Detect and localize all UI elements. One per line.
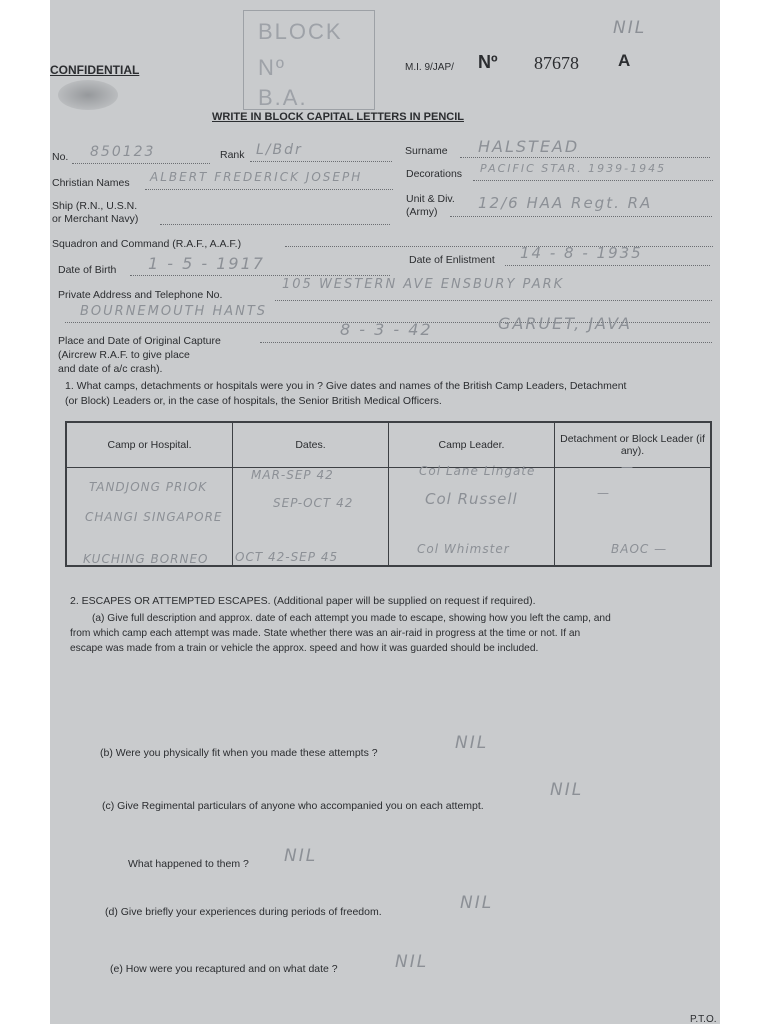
escape-question-a-cont-1: from which camp each attempt was made. State whether there was an air-raid in progress at the time or not. If an	[70, 628, 581, 639]
header-camp-leader: Camp Leader.	[389, 422, 555, 468]
table-cell: BAOC —	[611, 542, 668, 556]
surname-value: HALSTEAD	[478, 137, 580, 156]
christian-names-line	[145, 189, 393, 190]
camp-column	[66, 468, 233, 567]
escape-question-c-sub: What happened to them ?	[128, 858, 249, 870]
stamp-line-1: BLOCK	[258, 19, 343, 44]
address-value-1: 105 WESTERN AVE ENSBURY PARK	[282, 277, 565, 292]
table-cell: KUCHING BORNEO	[83, 552, 209, 566]
camps-question: 1. What camps, detachments or hospitals were you in ? Give dates and names of the British Camp Leaders, Detachment	[65, 380, 627, 392]
surname-label: Surname	[405, 145, 448, 157]
leader-column	[389, 464, 555, 567]
escape-question-d: (d) Give briefly your experiences during periods of freedom.	[105, 906, 382, 918]
unit-label-sub: (Army)	[406, 206, 438, 218]
header-detachment-leader: Detachment or Block Leader (if any).	[555, 422, 712, 468]
table-cell: OCT 42-SEP 45	[235, 550, 339, 564]
escape-question-a-cont-2: escape was made from a train or vehicle the approx. speed and how it was guarded should be included.	[70, 643, 539, 654]
address-label: Private Address and Telephone No.	[58, 289, 223, 301]
nil-annotation: NIL	[613, 18, 647, 38]
number-symbol: Nº	[478, 52, 498, 72]
confidential-label: CONFIDENTIAL	[50, 63, 140, 77]
escapes-heading: 2. ESCAPES OR ATTEMPTED ESCAPES. (Additional paper will be supplied on request if required).	[70, 595, 536, 607]
table-cell: —	[597, 486, 610, 500]
decorations-line	[473, 180, 713, 181]
unit-line	[450, 216, 712, 217]
table-cell: Col Russell	[425, 490, 518, 508]
rank-label: Rank	[220, 149, 245, 161]
camps-table-body	[66, 468, 711, 567]
escape-question-c: (c) Give Regimental particulars of anyone who accompanied you on each attempt.	[102, 800, 484, 812]
table-cell: MAR-SEP 42	[251, 468, 334, 482]
rank-value: L/Bdr	[256, 142, 303, 158]
table-cell: CHANGI SINGAPORE	[85, 510, 223, 524]
escape-question-e: (e) How were you recaptured and on what date ?	[110, 963, 338, 975]
form-code: M.I. 9/JAP/	[405, 62, 454, 73]
surname-line	[460, 157, 710, 158]
no-label: No.	[52, 151, 69, 163]
detachment-column	[555, 460, 712, 567]
escape-question-b: (b) Were you physically fit when you made these attempts ?	[100, 747, 378, 759]
answer-b: NIL	[455, 733, 489, 753]
table-cell: Col Lane Lingate	[419, 464, 536, 478]
dates-column	[233, 468, 389, 567]
enlistment-line	[505, 265, 710, 266]
camps-table	[65, 421, 712, 567]
answer-d: NIL	[460, 893, 494, 913]
header-dates: Dates.	[233, 422, 389, 468]
dob-label: Date of Birth	[58, 264, 117, 276]
block-stamp	[243, 10, 375, 110]
table-cell: —	[621, 460, 634, 474]
answer-c: NIL	[550, 780, 584, 800]
christian-names-label: Christian Names	[52, 177, 130, 189]
stamp-line-3: B.A.	[258, 85, 308, 110]
squadron-line	[285, 246, 713, 247]
dob-line	[130, 275, 390, 276]
table-cell: TANDJONG PRIOK	[89, 480, 208, 494]
answer-c-sub: NIL	[284, 846, 318, 866]
address-value-2: BOURNEMOUTH HANTS	[80, 304, 268, 319]
instruction-heading: WRITE IN BLOCK CAPITAL LETTERS IN PENCIL	[212, 111, 464, 123]
paper-clip-smudge	[58, 80, 118, 110]
dob-value: 1 - 5 - 1917	[148, 254, 265, 273]
rank-line	[250, 161, 392, 162]
enlistment-value: 14 - 8 - 1935	[520, 244, 643, 262]
capture-line	[260, 342, 712, 343]
camps-table-header-row	[66, 422, 711, 468]
capture-place: GARUET, JAVA	[498, 314, 632, 333]
form-page	[50, 0, 720, 1024]
squadron-label: Squadron and Command (R.A.F., A.A.F.)	[52, 238, 242, 250]
capture-label-sub-1: (Aircrew R.A.F. to give place	[58, 349, 190, 361]
series-letter: A	[618, 51, 631, 70]
decorations-label: Decorations	[406, 168, 463, 180]
enlistment-label: Date of Enlistment	[409, 254, 495, 266]
escape-question-a: (a) Give full description and approx. date of each attempt you made to escape, showing how you left the camp, and	[92, 613, 611, 624]
address-line-1	[275, 300, 712, 301]
stamp-line-2: Nº	[258, 55, 286, 80]
ship-label-sub: or Merchant Navy)	[52, 213, 139, 225]
page-turn-note: P.T.O.	[690, 1014, 717, 1024]
service-number: 850123	[90, 144, 156, 160]
serial-number: 87678	[534, 53, 579, 73]
table-cell: SEP-OCT 42	[273, 496, 354, 510]
camps-question-cont: (or Block) Leaders or, in the case of hospitals, the Senior British Medical Officers.	[65, 395, 442, 407]
table-cell: Col Whimster	[417, 542, 510, 556]
answer-e: NIL	[395, 952, 429, 972]
header-camp-or-hospital: Camp or Hospital.	[66, 422, 233, 468]
no-line	[72, 163, 210, 164]
capture-label: Place and Date of Original Capture	[58, 335, 221, 347]
capture-label-sub-2: and date of a/c crash).	[58, 363, 163, 375]
ship-line	[160, 224, 390, 225]
unit-label: Unit & Div.	[406, 193, 455, 205]
unit-value: 12/6 HAA Regt. RA	[478, 194, 653, 212]
capture-date: 8 - 3 - 42	[340, 320, 433, 339]
decorations-value: PACIFIC STAR. 1939-1945	[480, 162, 667, 175]
ship-label: Ship (R.N., U.S.N.	[52, 200, 138, 212]
christian-names-value: ALBERT FREDERICK JOSEPH	[150, 170, 363, 184]
